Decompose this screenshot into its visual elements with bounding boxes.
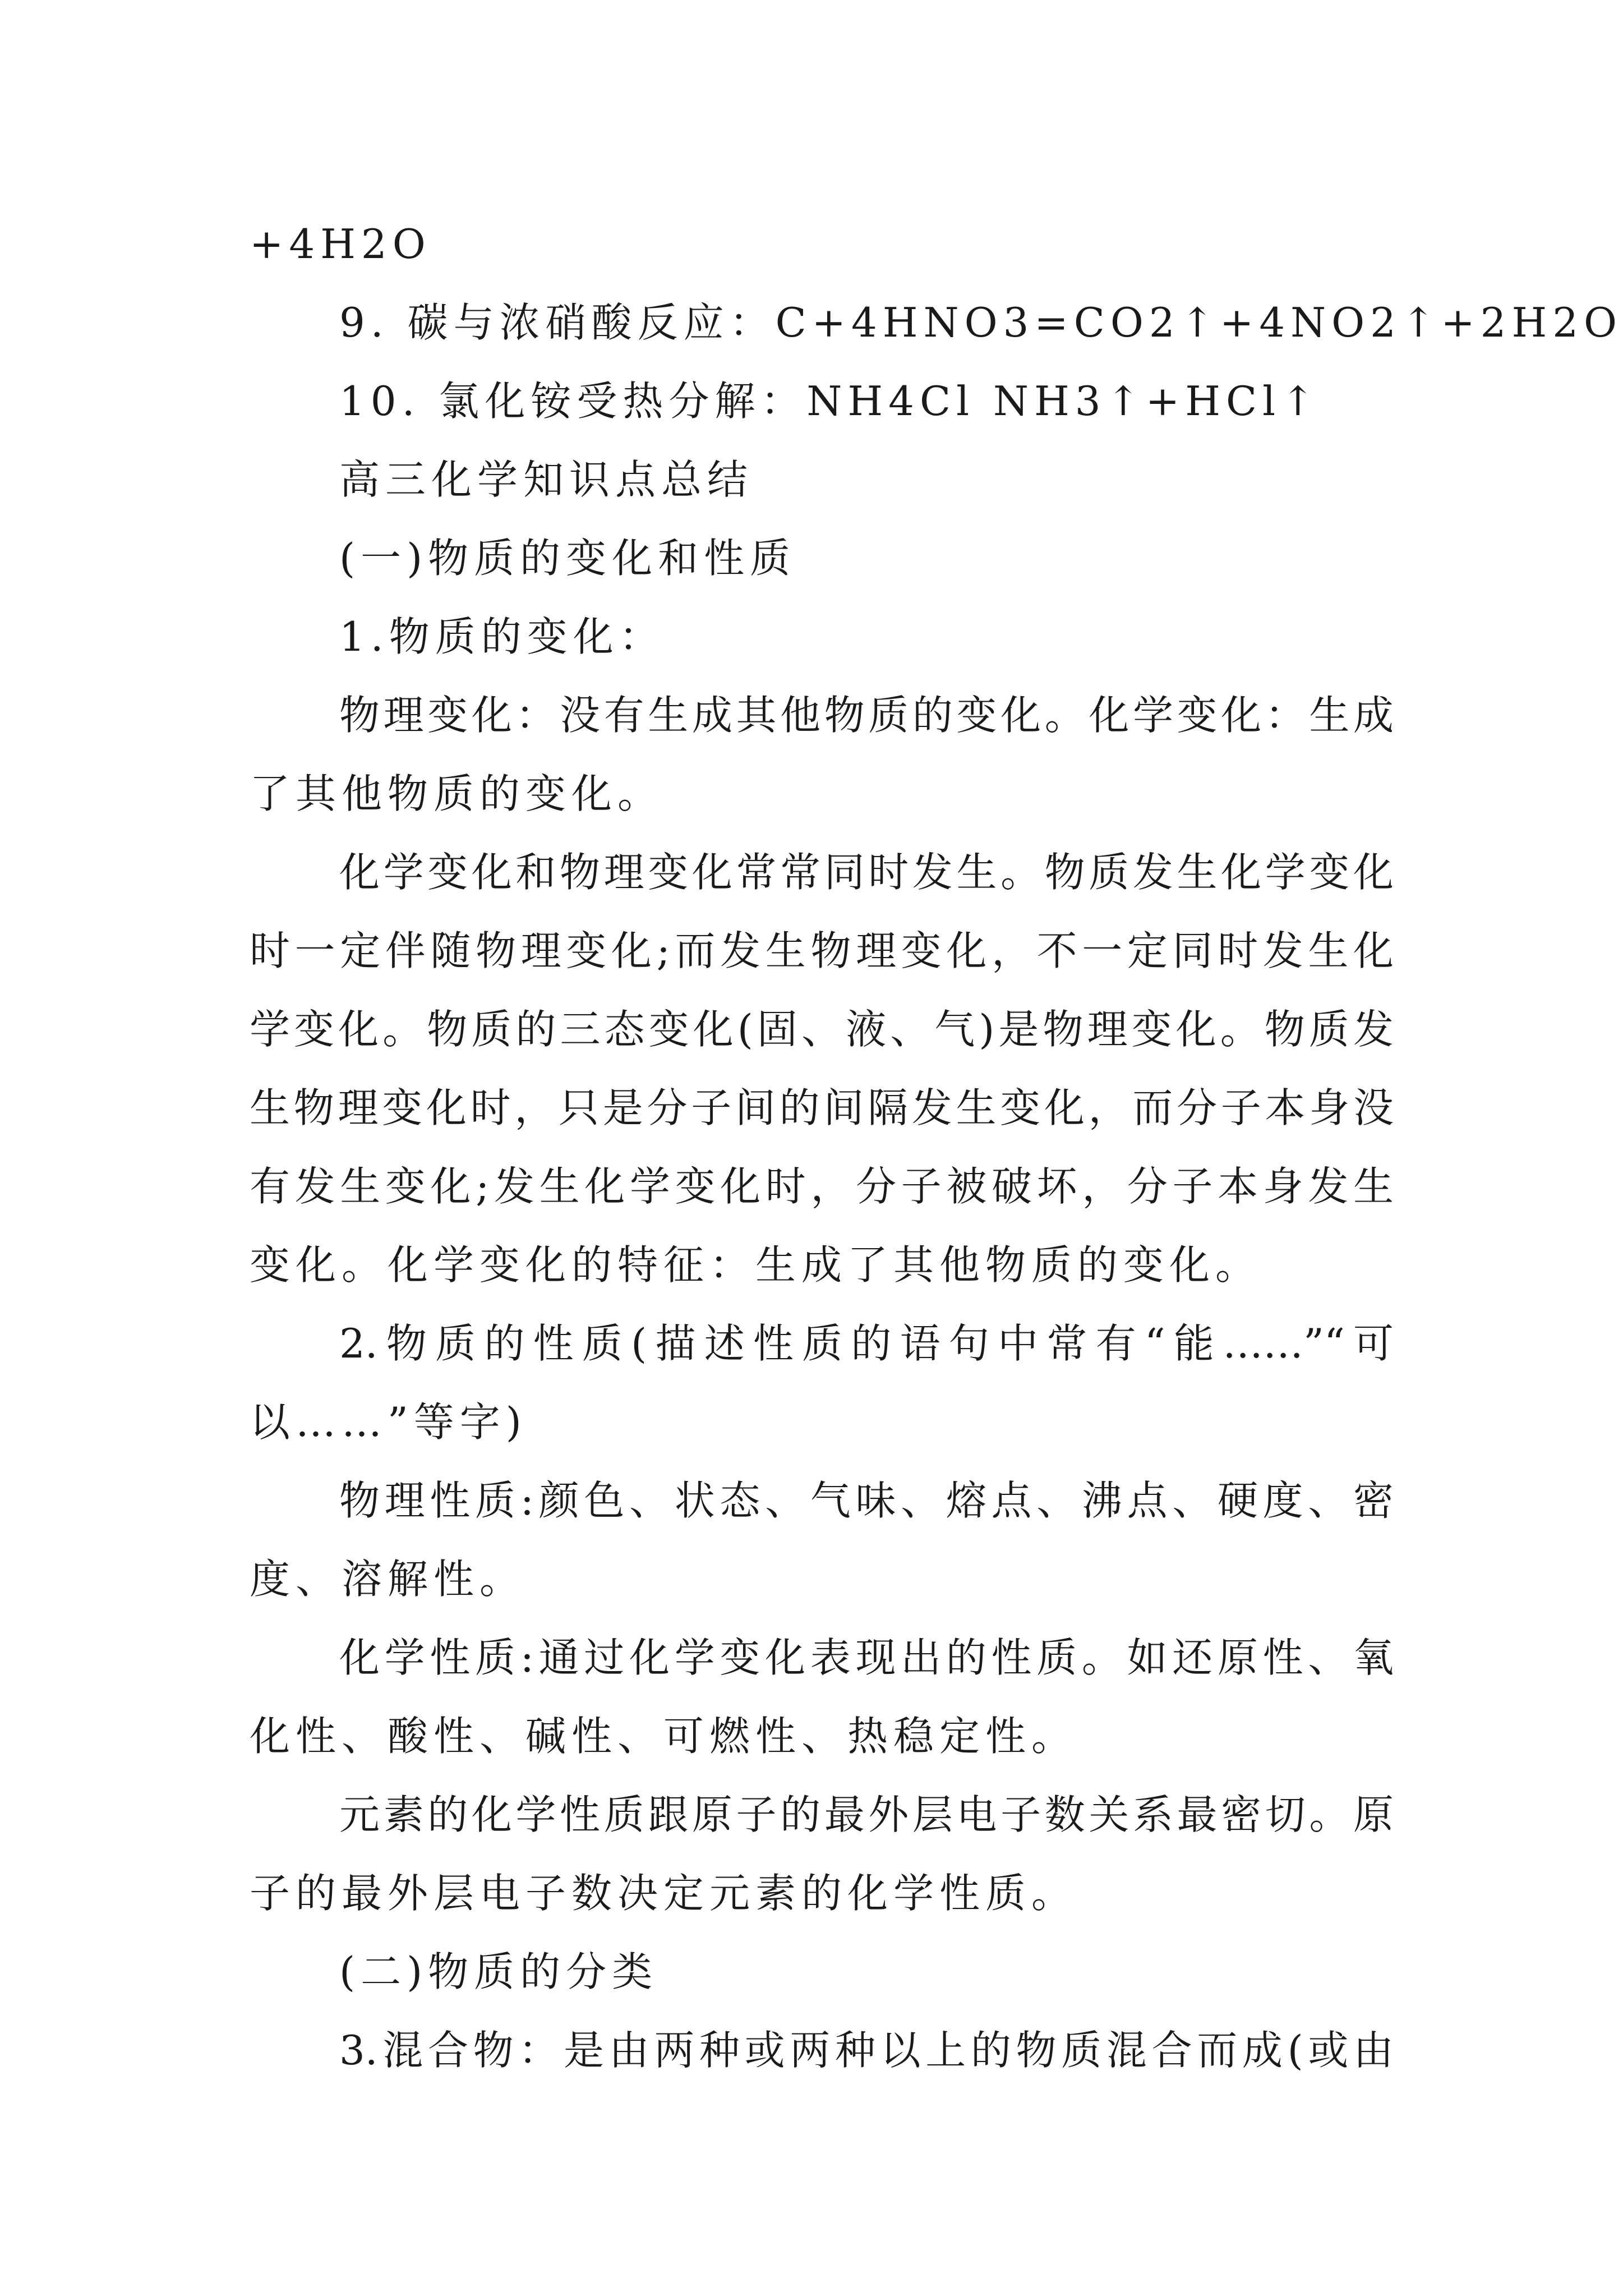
list-item-2: 2.物质的性质(描述性质的语句中常有“能……”“可 (339, 1320, 1394, 1367)
subheading-2: (二)物质的分类 (339, 1948, 658, 1995)
list-item-1: 1.物质的变化： (339, 613, 665, 660)
paragraph-line: 有发生变化;发生化学变化时，分子被破坏，分子本身发生 (250, 1163, 1394, 1210)
paragraph-line: 化学性质:通过化学变化表现出的性质。如还原性、氧 (339, 1634, 1394, 1681)
paragraph-line: 物理性质:颜色、状态、气味、熔点、沸点、硬度、密 (339, 1477, 1394, 1524)
paragraph-line: 化学变化和物理变化常常同时发生。物质发生化学变化 (339, 849, 1394, 896)
paragraph-line: 子的最外层电子数决定元素的化学性质。 (250, 1870, 1078, 1917)
paragraph-line: 生物理变化时，只是分子间的间隔发生变化，而分子本身没 (250, 1084, 1394, 1131)
section-heading: 高三化学知识点总结 (339, 456, 754, 503)
paragraph-line: 了其他物质的变化。 (250, 770, 664, 817)
list-item-3: 3.混合物：是由两种或两种以上的物质混合而成(或由 (339, 2027, 1394, 2074)
text-line-reaction-10: 10. 氯化铵受热分解：NH4Cl NH3↑+HCl↑ (339, 378, 1321, 425)
subheading-1: (一)物质的变化和性质 (339, 535, 796, 582)
paragraph-line: 度、溶解性。 (250, 1556, 526, 1603)
paragraph-line: 物理变化：没有生成其他物质的变化。化学变化：生成 (339, 692, 1394, 739)
paragraph-line: 变化。化学变化的特征：生成了其他物质的变化。 (250, 1241, 1262, 1289)
paragraph-line: 学变化。物质的三态变化(固、液、气)是物理变化。物质发 (250, 1006, 1394, 1053)
paragraph-line: 时一定伴随物理变化;而发生物理变化，不一定同时发生化 (250, 927, 1394, 974)
text-line-equation-continuation: +4H2O (250, 220, 431, 268)
paragraph-line: 以……”等字) (250, 1398, 527, 1446)
paragraph-line: 化性、酸性、碱性、可燃性、热稳定性。 (250, 1713, 1078, 1760)
text-line-reaction-9: 9. 碳与浓硝酸反应：C+4HNO3=CO2↑+4NO2↑+2H2O (339, 299, 1623, 346)
paragraph-line: 元素的化学性质跟原子的最外层电子数关系最密切。原 (339, 1791, 1394, 1838)
